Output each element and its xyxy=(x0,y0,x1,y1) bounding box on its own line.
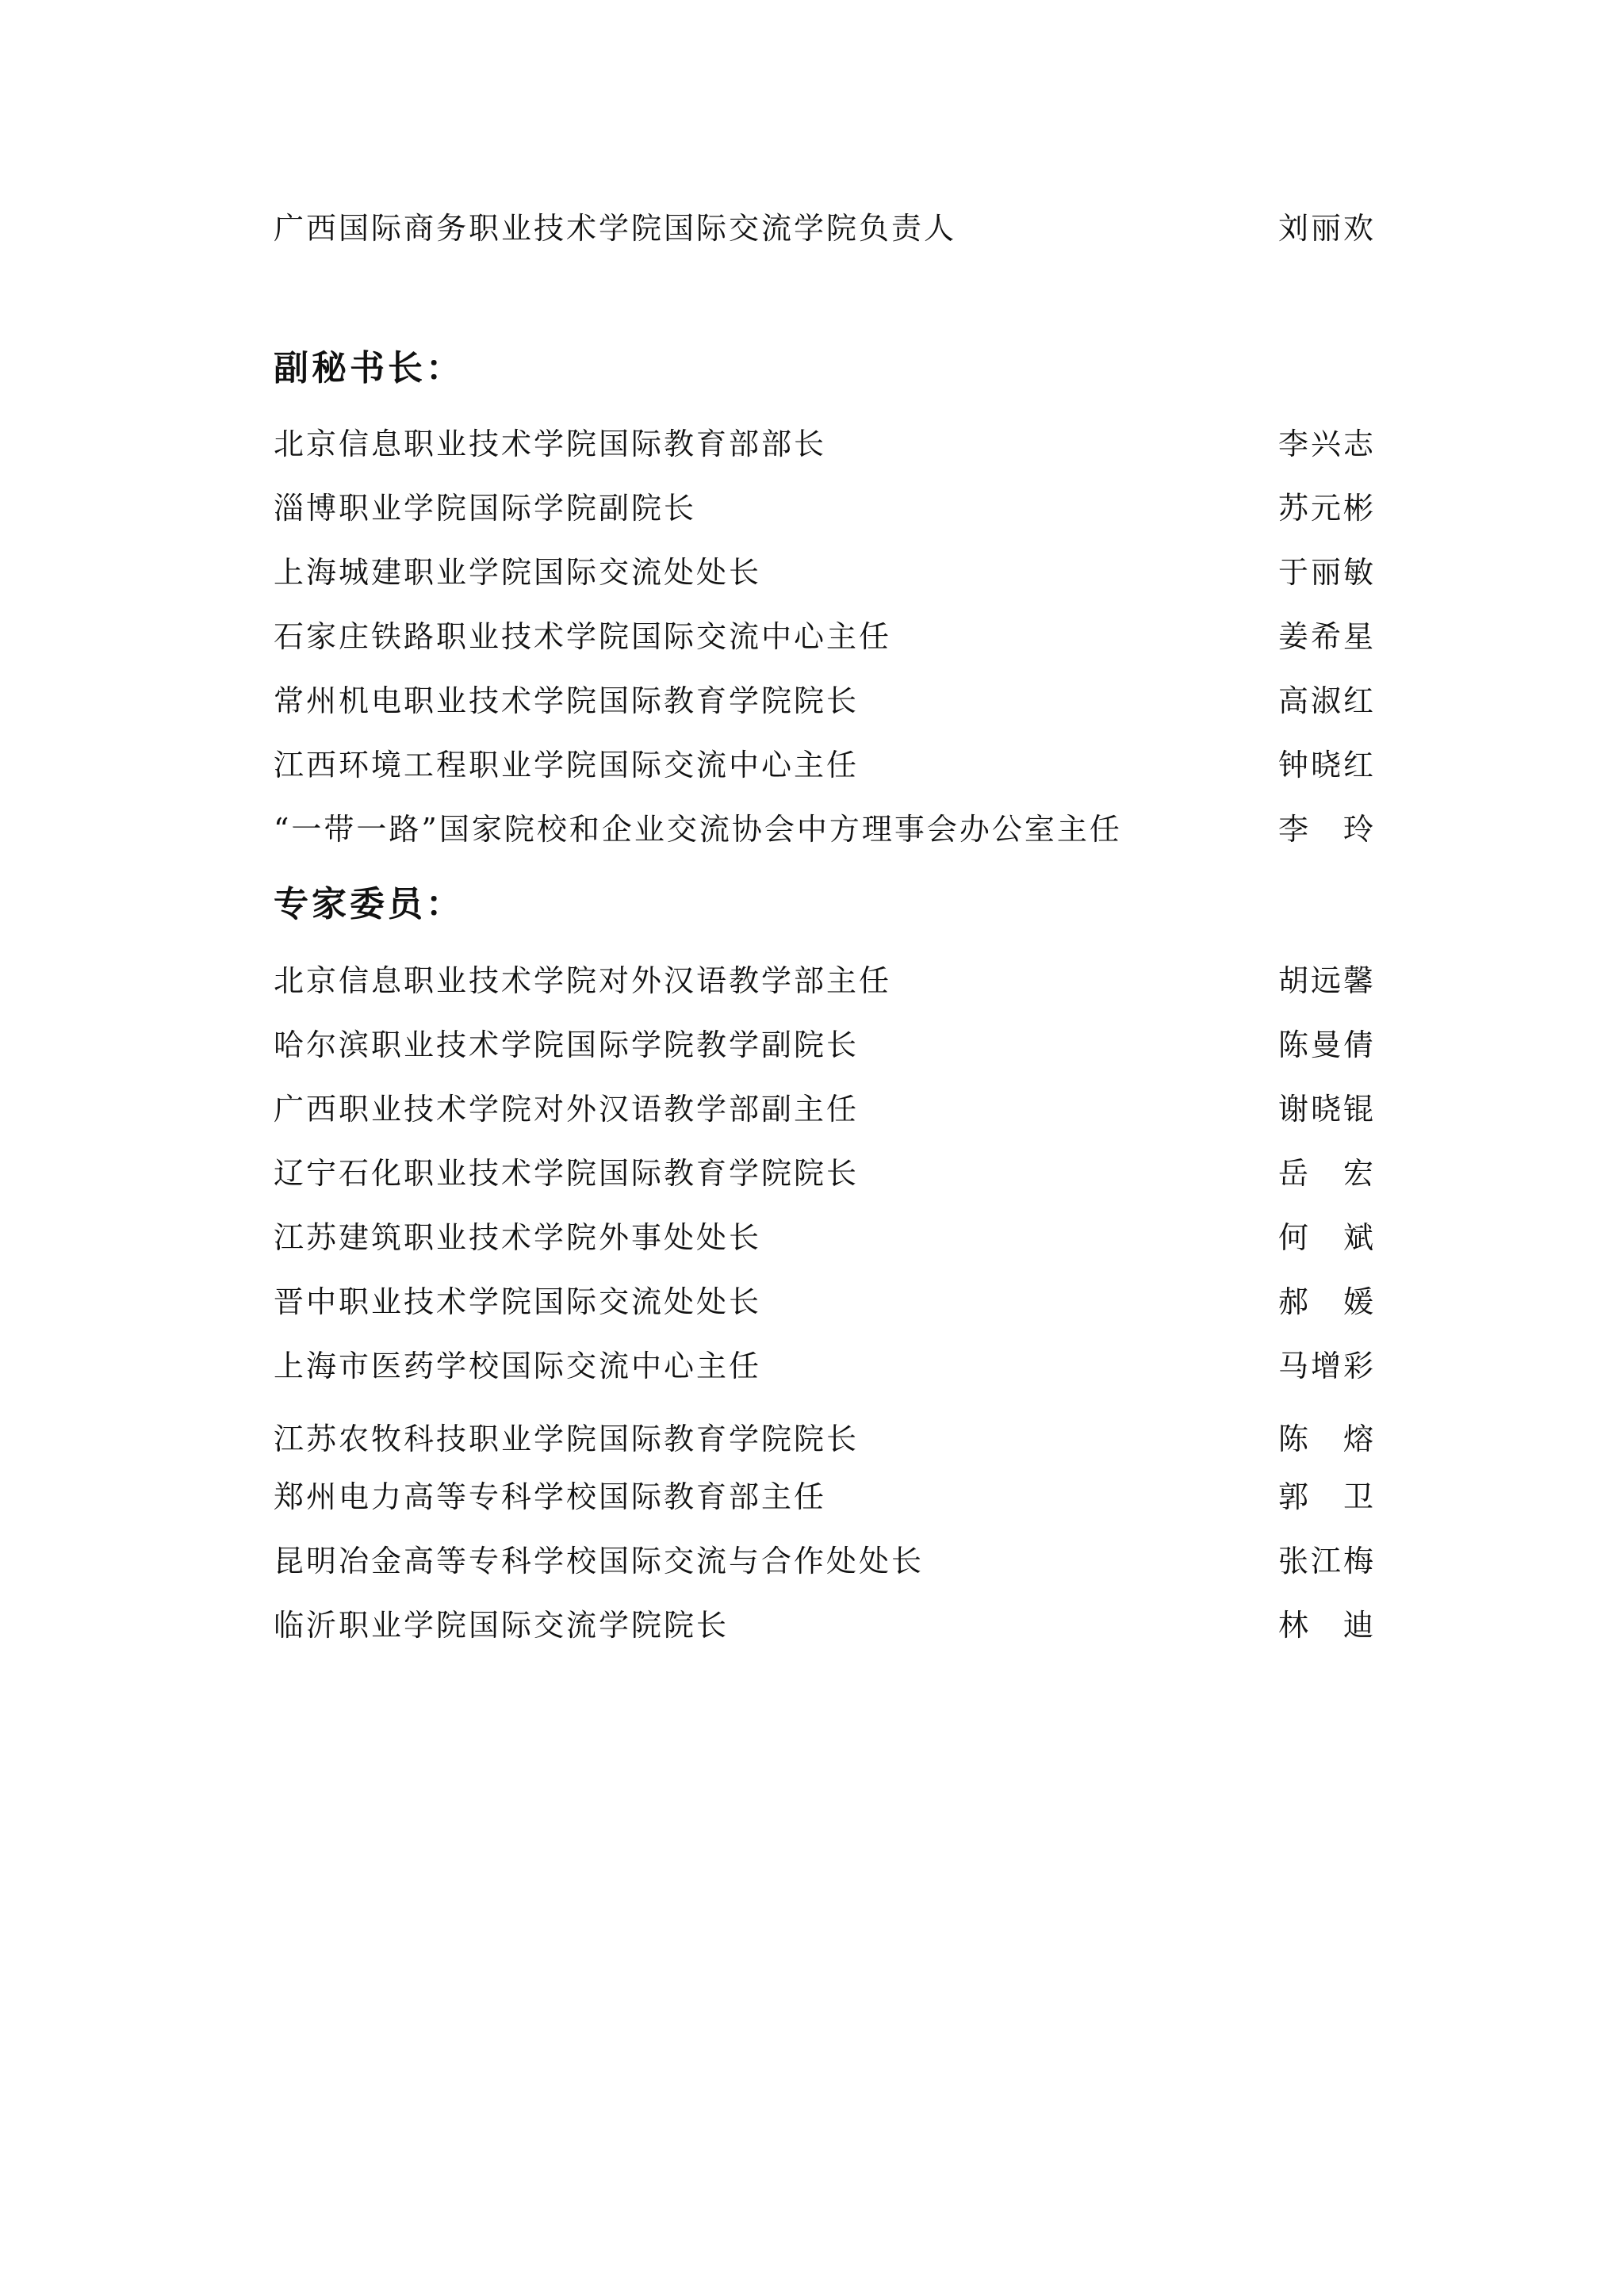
position-title: 北京信息职业技术学院对外汉语教学部主任 xyxy=(274,963,892,998)
list-item xyxy=(274,1085,1376,1133)
list-item xyxy=(274,484,1376,532)
person-name: 高淑红 xyxy=(1277,683,1376,718)
position-title: 广西职业技术学院对外汉语教学部副主任 xyxy=(274,1092,860,1127)
person-name: 郭 卫 xyxy=(1277,1479,1376,1514)
position-title: 江苏建筑职业技术学院外事处处长 xyxy=(274,1220,762,1255)
person-name: 何 斌 xyxy=(1277,1220,1376,1255)
position-title: 北京信息职业技术学院国际教育部部长 xyxy=(274,427,827,461)
list-item xyxy=(274,205,1376,252)
person-name: 林 迪 xyxy=(1277,1608,1376,1643)
list-item xyxy=(274,806,1376,853)
person-name: 胡远馨 xyxy=(1277,963,1376,998)
position-title: 晋中职业技术学院国际交流处处长 xyxy=(274,1284,762,1319)
position-title: 辽宁石化职业技术学院国际教育学院院长 xyxy=(274,1156,860,1191)
position-title: 昆明冶金高等专科学校国际交流与合作处处长 xyxy=(274,1544,925,1578)
person-name: 谢晓锟 xyxy=(1277,1092,1376,1127)
list-item xyxy=(274,957,1376,1004)
position-title: 淄博职业学院国际学院副院长 xyxy=(274,491,697,526)
person-name: 李兴志 xyxy=(1277,427,1376,461)
person-name: 钟晓红 xyxy=(1277,748,1376,783)
list-item xyxy=(274,741,1376,789)
section-heading: 专家委员： xyxy=(274,884,464,924)
person-name: 陈曼倩 xyxy=(1277,1027,1376,1062)
list-item xyxy=(274,1278,1376,1326)
position-title: 哈尔滨职业技术学院国际学院教学副院长 xyxy=(274,1027,860,1062)
person-name: 于丽敏 xyxy=(1277,555,1376,590)
position-title: 常州机电职业技术学院国际教育学院院长 xyxy=(274,683,860,718)
position-title: 江西环境工程职业学院国际交流中心主任 xyxy=(274,748,860,783)
person-name: 张江梅 xyxy=(1277,1544,1376,1578)
person-name: 马增彩 xyxy=(1277,1349,1376,1383)
list-item xyxy=(274,677,1376,725)
person-name: 刘丽欢 xyxy=(1277,211,1376,246)
list-item xyxy=(274,1021,1376,1069)
section-heading: 副秘书长： xyxy=(274,348,464,388)
position-title: 石家庄铁路职业技术学院国际交流中心主任 xyxy=(274,619,892,654)
position-title: 广西国际商务职业技术学院国际交流学院负责人 xyxy=(274,211,957,246)
position-title: “一带一路”国家院校和企业交流协会中方理事会办公室主任 xyxy=(274,812,1122,847)
list-item xyxy=(274,613,1376,660)
list-item xyxy=(274,420,1376,468)
list-item xyxy=(274,1415,1376,1463)
list-item xyxy=(274,1214,1376,1261)
person-name: 郝 媛 xyxy=(1277,1284,1376,1319)
position-title: 郑州电力高等专科学校国际教育部主任 xyxy=(274,1479,827,1514)
list-item xyxy=(274,1601,1376,1649)
list-item xyxy=(274,1150,1376,1197)
list-item xyxy=(274,549,1376,596)
person-name: 岳 宏 xyxy=(1277,1156,1376,1191)
person-name: 李 玲 xyxy=(1277,812,1376,847)
list-item xyxy=(274,1342,1376,1390)
position-title: 江苏农牧科技职业学院国际教育学院院长 xyxy=(274,1422,860,1456)
person-name: 姜希星 xyxy=(1277,619,1376,654)
list-item xyxy=(274,1473,1376,1521)
person-name: 陈 熔 xyxy=(1277,1422,1376,1456)
position-title: 上海市医药学校国际交流中心主任 xyxy=(274,1349,762,1383)
person-name: 苏元彬 xyxy=(1277,491,1376,526)
position-title: 上海城建职业学院国际交流处处长 xyxy=(274,555,762,590)
position-title: 临沂职业学院国际交流学院院长 xyxy=(274,1608,730,1643)
list-item xyxy=(274,1537,1376,1585)
